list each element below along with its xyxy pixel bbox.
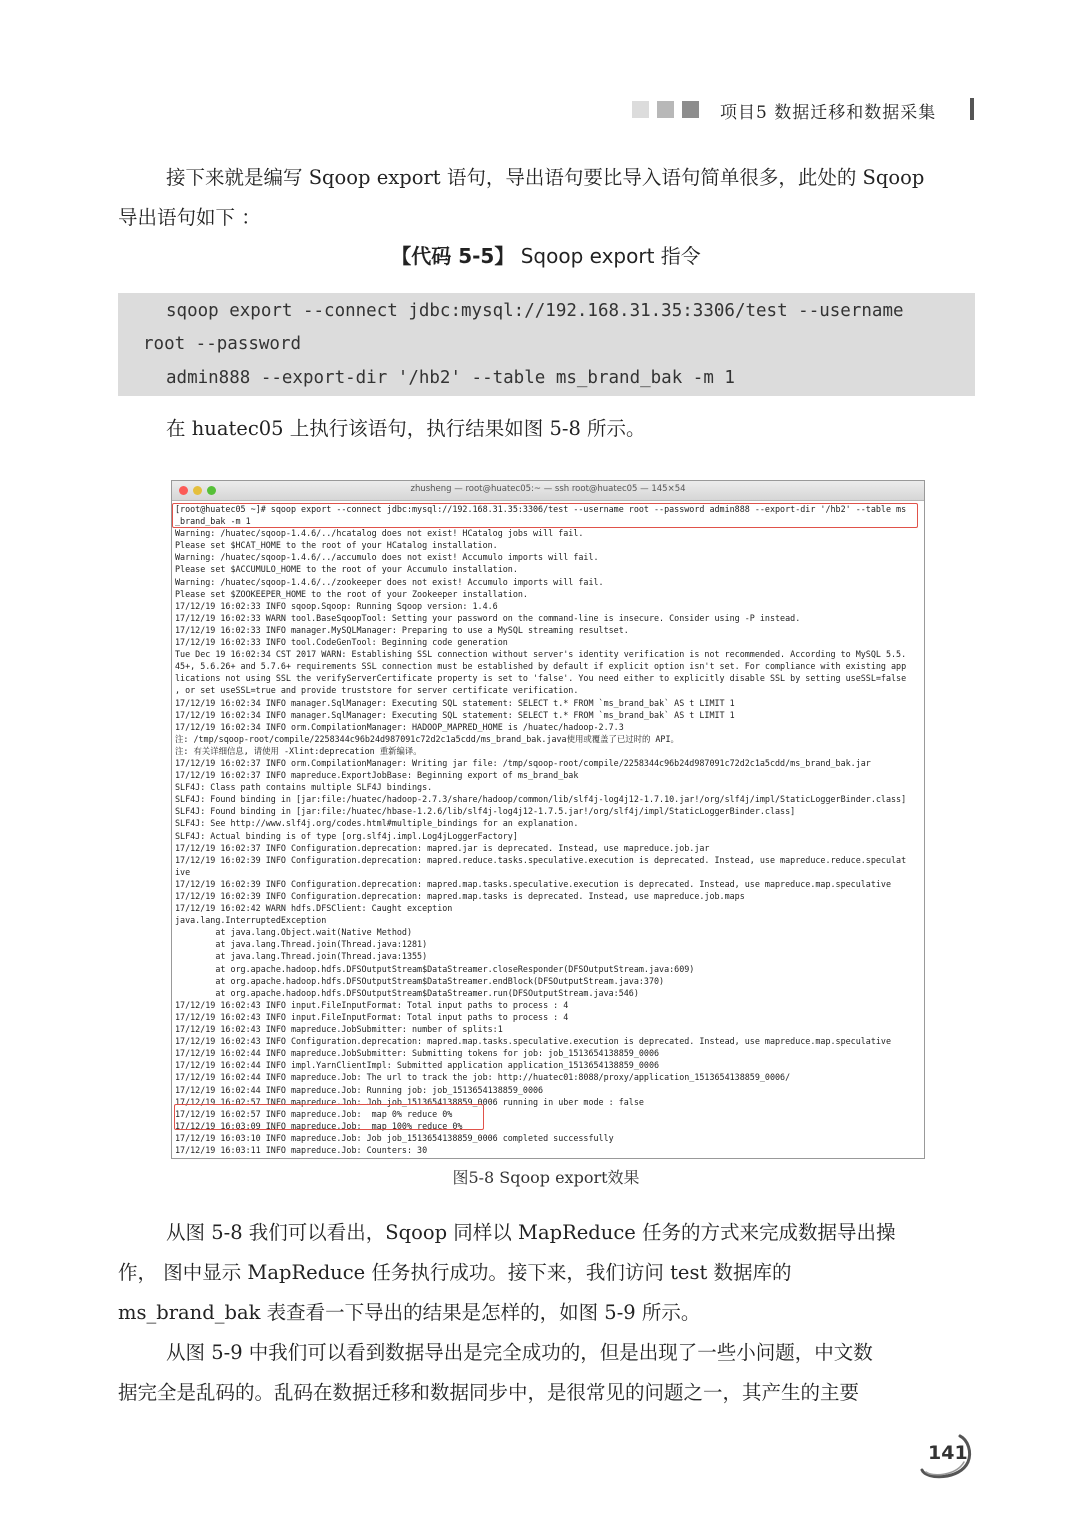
code-caption — [0, 240, 1092, 269]
terminal-line: 17/12/19 16:02:43 INFO Configuration.deprecation: mapred.map.tasks.speculative.execution is deprecated. Instead, use mapreduce.map.speculative — [175, 1036, 891, 1047]
terminal-line: 17/12/19 16:02:34 INFO manager.SqlManager: Executing SQL statement: SELECT t.* FROM `ms_brand_bak` AS t LIMIT 1 — [175, 709, 735, 720]
terminal-line: 17/12/19 16:03:11 INFO mapreduce.Job: Counters: 30 — [175, 1144, 428, 1155]
terminal-line: 17/12/19 16:02:33 INFO manager.MySQLManager: Preparing to use a MySQL streaming resultset. — [175, 624, 629, 635]
code-block — [118, 293, 975, 396]
terminal-line: java.lang.InterruptedException — [175, 915, 327, 926]
progress-highlight-box — [174, 1104, 484, 1130]
intro-paragraph — [118, 158, 988, 238]
paragraph-line: 从图 5-8 我们可以看出，Sqoop 同样以 MapReduce 任务的方式来完成数据导出操 — [166, 1221, 896, 1244]
terminal-line: 17/12/19 16:02:43 INFO input.FileInputFormat: Total input paths to process : 4 — [175, 1011, 569, 1022]
paragraph-line: 从图 5-9 中我们可以看到数据导出是完全成功的，但是出现了一些小问题，中文数 — [166, 1341, 873, 1364]
terminal-line: 注: /tmp/sqoop-root/compile/2258344c96b24d987091c72d2c1a5cdd/ms_brand_bak.java使用或覆盖了已过时的 API。 — [175, 733, 679, 744]
paragraph-line: ms_brand_bak 表查看一下导出的结果是怎样的，如图 5-9 所示。 — [118, 1301, 701, 1324]
terminal-line: Warning: /huatec/sqoop-1.4.6/../hcatalog does not exist! HCatalog jobs will fail. — [175, 528, 584, 539]
terminal-line: 17/12/19 16:02:34 INFO manager.SqlManager: Executing SQL statement: SELECT t.* FROM `ms_brand_bak` AS t LIMIT 1 — [175, 697, 735, 708]
terminal-line: 17/12/19 16:02:37 INFO orm.CompilationManager: Writing jar file: /tmp/sqoop-root/compile/2258344c96b24d987091c72d2c1a5cdd/ms_brand_bak.jar — [175, 757, 871, 768]
intro-line: 导出语句如下 ： — [118, 206, 261, 229]
terminal-line: SLF4J: Found binding in [jar:file:/huatec/hbase-1.2.6/lib/slf4j-log4j12-1.7.5.jar!/org/slf4j/impl/StaticLoggerBinder.class] — [175, 806, 796, 817]
code-caption-label: 【代码 5-5】 — [391, 244, 515, 268]
terminal-line: at org.apache.hadoop.hdfs.DFSOutputStream$DataStreamer.closeResponder(DFSOutputStream.java:609) — [175, 963, 695, 974]
terminal-line: SLF4J: Actual binding is of type [org.slf4j.impl.Log4jLoggerFactory] — [175, 830, 518, 841]
terminal-line: at java.lang.Thread.join(Thread.java:1355) — [175, 951, 428, 962]
terminal-line: , or set useSSL=true and provide truststore for server certificate verification. — [175, 685, 579, 696]
terminal-line: Warning: /huatec/sqoop-1.4.6/../accumulo does not exist! Accumulo imports will fail. — [175, 552, 599, 563]
terminal-line: 17/12/19 16:02:39 INFO Configuration.deprecation: mapred.map.tasks is deprecated. Instead, use mapreduce.job.maps — [175, 891, 745, 901]
intro-line: 接下来就是编写 Sqoop export 语句，导出语句要比导入语句简单很多，此处的 Sqoop — [166, 166, 925, 189]
code-line: admin888 --export-dir '/hb2' --table ms_brand_bak -m 1 — [166, 368, 735, 388]
terminal-line: 17/12/19 16:02:57 INFO mapreduce.Job: Job job_1513654138859_0006 running in uber mode : false — [175, 1096, 644, 1107]
terminal-line: at java.lang.Thread.join(Thread.java:1281) — [175, 939, 428, 950]
header-square-icon — [632, 101, 649, 118]
command-highlight-box — [172, 503, 918, 528]
running-header — [630, 98, 980, 128]
terminal-line: SLF4J: Class path contains multiple SLF4J bindings. — [175, 782, 433, 793]
terminal-line: 17/12/19 16:03:10 INFO mapreduce.Job: Job job_1513654138859_0006 completed successfully — [175, 1132, 614, 1143]
page-number-text: 141 — [928, 1442, 968, 1464]
terminal-line: Please set $HCAT_HOME to the root of your HCatalog installation. — [175, 540, 498, 551]
terminal-line: 17/12/19 16:02:39 INFO Configuration.deprecation: mapred.reduce.tasks.speculative.execution is deprecated. Instead, use mapreduce.reduce.speculat — [175, 854, 907, 865]
terminal-line: 17/12/19 16:02:57 INFO mapreduce.Job: map 0% reduce 0% — [175, 1108, 453, 1119]
terminal-line: at org.apache.hadoop.hdfs.DFSOutputStream$DataStreamer.run(DFSOutputStream.java:546) — [175, 987, 639, 998]
figure-caption: 图5-8 Sqoop export效果 — [452, 1168, 640, 1187]
terminal-line: 17/12/19 16:02:44 INFO mapreduce.JobSubmitter: Submitting tokens for job: job_1513654138859_0006 — [175, 1048, 660, 1059]
terminal-line: 17/12/19 16:03:09 INFO mapreduce.Job: map 100% reduce 0% — [175, 1120, 463, 1131]
terminal-output — [175, 503, 922, 1156]
terminal-line: 17/12/19 16:02:37 INFO Configuration.deprecation: mapred.jar is deprecated. Instead, use mapreduce.job.jar — [175, 842, 710, 853]
terminal-line: 17/12/19 16:02:44 INFO mapreduce.Job: The url to track the job: http://huatec01:8088/proxy/application_1513654138859_0006/ — [175, 1072, 791, 1083]
terminal-line: 17/12/19 16:02:44 INFO mapreduce.Job: Running job: job_1513654138859_0006 — [175, 1084, 544, 1095]
terminal-screenshot — [171, 480, 925, 1159]
terminal-line: lications not using SSL the verifyServerCertificate property is set to 'false'. You need either to explicitly disable SSL by setting useSSL=false — [175, 673, 907, 684]
terminal-line: 注: 有关详细信息, 请使用 -Xlint:deprecation 重新编译。 — [175, 745, 422, 756]
terminal-line: 17/12/19 16:02:34 INFO orm.CompilationManager: HADOOP_MAPRED_HOME is /huatec/hadoop-2.7.3 — [175, 721, 624, 732]
terminal-line: 17/12/19 16:02:37 INFO mapreduce.ExportJobBase: Beginning export of ms_brand_bak — [175, 770, 579, 781]
terminal-line: [root@huatec05 ~]# sqoop export --connect jdbc:mysql://192.168.31.35:3306/test --username root --password admin888 --export-dir '/hb2' --table ms — [175, 504, 907, 514]
header-title: 项目5 数据迁移和数据采集 — [720, 103, 937, 123]
terminal-line: Please set $ZOOKEEPER_HOME to the root of your Zookeeper installation. — [175, 588, 528, 599]
page-number — [916, 1432, 978, 1482]
code-caption-title: Sqoop export 指令 — [520, 244, 701, 268]
paragraph-line: 作， 图中显示 MapReduce 任务执行成功。接下来，我们访问 test 数据库的 — [118, 1261, 792, 1284]
header-square-icon — [682, 101, 699, 118]
terminal-line: SLF4J: Found binding in [jar:file:/huatec/hadoop-2.7.3/share/hadoop/common/lib/slf4j-log4j12-1.7.10.jar!/org/slf4j/impl/StaticLoggerBinder.class] — [175, 794, 907, 805]
terminal-line: 17/12/19 16:02:43 INFO input.FileInputFormat: Total input paths to process : 4 — [175, 999, 569, 1010]
exec-note-line: 在 huatec05 上执行该语句，执行结果如图 5-8 所示。 — [166, 417, 646, 440]
terminal-line: _brand_bak -m 1 — [175, 516, 251, 527]
terminal-line: Warning: /huatec/sqoop-1.4.6/../zookeeper does not exist! Accumulo imports will fail. — [175, 576, 604, 587]
terminal-line: at java.lang.Object.wait(Native Method) — [175, 927, 412, 938]
terminal-line: Tue Dec 19 16:02:34 CST 2017 WARN: Establishing SSL connection without server's identity verification is not recommended. According to MySQL 5.5. — [175, 649, 907, 660]
terminal-title: zhusheng — root@huatec05:~ — ssh root@huatec05 — 145×54 — [410, 484, 686, 494]
terminal-line: Please set $ACCUMULO_HOME to the root of your Accumulo installation. — [175, 564, 518, 575]
terminal-line: SLF4J: See http://www.slf4j.org/codes.html#multiple_bindings for an explanation. — [175, 818, 579, 829]
body-paragraph-1 — [118, 1213, 988, 1333]
paragraph-line: 据完全是乱码的。乱码在数据迁移和数据同步中，是很常见的问题之一，其产生的主要 — [118, 1381, 860, 1404]
terminal-line: 45+, 5.6.26+ and 5.7.6+ requirements SSL connection must be established by default if explicit option isn't set. For compliance with existing app — [175, 661, 907, 672]
terminal-line: 17/12/19 16:02:39 INFO Configuration.deprecation: mapred.map.tasks.speculative.execution is deprecated. Instead, use mapreduce.map.speculative — [175, 878, 891, 889]
header-square-icon — [657, 101, 674, 118]
terminal-line: ive — [175, 866, 191, 877]
terminal-line: 17/12/19 16:02:33 INFO sqoop.Sqoop: Running Sqoop version: 1.4.6 — [175, 600, 498, 611]
terminal-line: 17/12/19 16:02:42 WARN hdfs.DFSClient: Caught exception — [175, 903, 453, 914]
terminal-line: 17/12/19 16:02:44 INFO impl.YarnClientImpl: Submitted application application_1513654138859_0006 — [175, 1060, 660, 1071]
terminal-line: 17/12/19 16:02:43 INFO mapreduce.JobSubmitter: number of splits:1 — [175, 1024, 503, 1035]
terminal-line: 17/12/19 16:02:33 INFO tool.CodeGenTool: Beginning code generation — [175, 637, 508, 648]
body-paragraph-2 — [118, 1333, 988, 1413]
exec-note — [118, 409, 988, 449]
code-line: root --password — [143, 334, 302, 354]
header-bar — [970, 98, 974, 120]
terminal-line: 17/12/19 16:02:33 WARN tool.BaseSqoopTool: Setting your password on the command-line is insecure. Consider using -P instead. — [175, 612, 801, 623]
terminal-titlebar — [172, 481, 924, 501]
terminal-line: at org.apache.hadoop.hdfs.DFSOutputStream$DataStreamer.endBlock(DFSOutputStream.java:370) — [175, 975, 665, 986]
code-line: sqoop export --connect jdbc:mysql://192.168.31.35:3306/test --username — [166, 301, 904, 321]
